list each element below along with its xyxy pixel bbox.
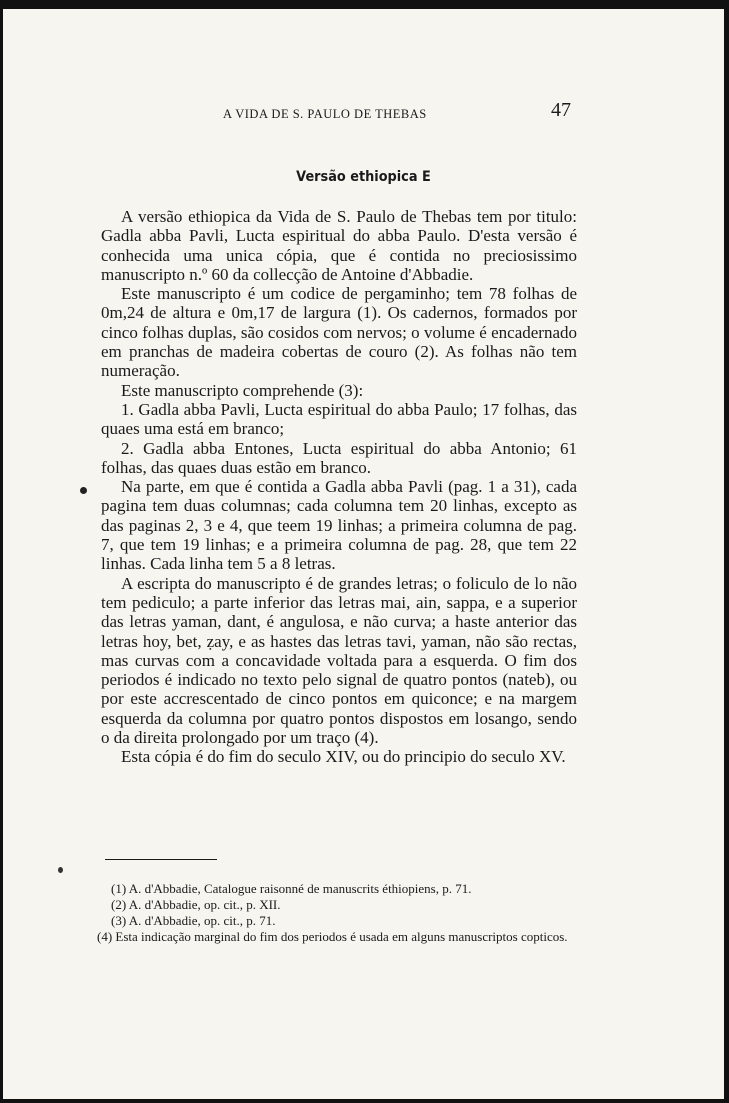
- body-text: [101, 207, 577, 767]
- page-number: 47: [551, 99, 571, 121]
- footnote-rule: [105, 859, 217, 860]
- ink-speck: [58, 867, 63, 873]
- paragraph: A escripta do manuscripto é de grandes letras; o foliculo de lo não tem pediculo; a parte inferior das letras mai, ain, sappa, e a superior das letras yaman, dant, é angulosa, e não curva; a haste anterior das letras hoy, bet, ẓay, e as hastes das letras tavi, yaman, não são rectas, mas curvas com a concavidade voltada para a esquerda. O fim dos periodos é indicado no texto pelo signal de quatro pontos (nateb), ou por este accrescentado de cinco pontos em quiconce; e na margem esquerda da columna por quatro pontos dispostos em losango, sendo o da direita prolongado por um traço (4).: [101, 573, 577, 748]
- margin-dot: [80, 487, 87, 494]
- list-item: 1. Gadla abba Pavli, Lucta espiritual do abba Paulo; 17 folhas, das quaes uma está em branco;: [101, 399, 577, 439]
- footnote: (3) A. d'Abbadie, op. cit., p. 71.: [111, 913, 276, 928]
- paragraph: Na parte, em que é contida a Gadla abba Pavli (pag. 1 a 31), cada pagina tem duas columnas; cada columna tem 20 linhas, excepto as das paginas 2, 3 e 4, que teem 19 linhas; a primeira columna de pag. 7, que tem 19 linhas; e a primeira columna de pag. 28, que tem 22 linhas. Cada linha tem 5 a 8 letras.: [101, 477, 577, 574]
- list-item: 2. Gadla abba Entones, Lucta espiritual do abba Antonio; 61 folhas, das quaes duas estão em branco.: [101, 438, 577, 477]
- paragraph: Esta cópia é do fim do seculo XIV, ou do principio do seculo XV.: [121, 747, 566, 767]
- footnote: (2) A. d'Abbadie, op. cit., p. XII.: [111, 897, 281, 912]
- footnotes: [97, 881, 581, 945]
- paragraph: A versão ethiopica da Vida de S. Paulo de Thebas tem por titulo: Gadla abba Pavli, Lucta espiritual do abba Paulo. D'esta versão é conhecida uma unica cópia, que é contida no preciosissimo manuscripto n.º 60 da collecção de Antoine d'Abbadie.: [101, 207, 577, 284]
- paragraph: Este manuscripto é um codice de pergaminho; tem 78 folhas de 0m,24 de altura e 0m,17 de largura (1). Os cadernos, formados por cinco folhas duplas, são cosidos com nervos; o volume é encadernado em pranchas de madeira cobertas de couro (2). As folhas não tem numeração.: [101, 284, 577, 381]
- footnote: (4) Esta indicação marginal do fim dos periodos é usada em alguns manuscriptos copticos.: [97, 929, 568, 944]
- page-header: [3, 99, 724, 129]
- running-head: A VIDA DE S. PAULO DE THEBAS: [223, 107, 427, 121]
- book-page: [3, 9, 724, 1099]
- section-title: Versão ethiopica E: [296, 169, 431, 185]
- paragraph: Este manuscripto comprehende (3):: [121, 380, 364, 400]
- footnote: (1) A. d'Abbadie, Catalogue raisonné de manuscrits éthiopiens, p. 71.: [111, 881, 472, 896]
